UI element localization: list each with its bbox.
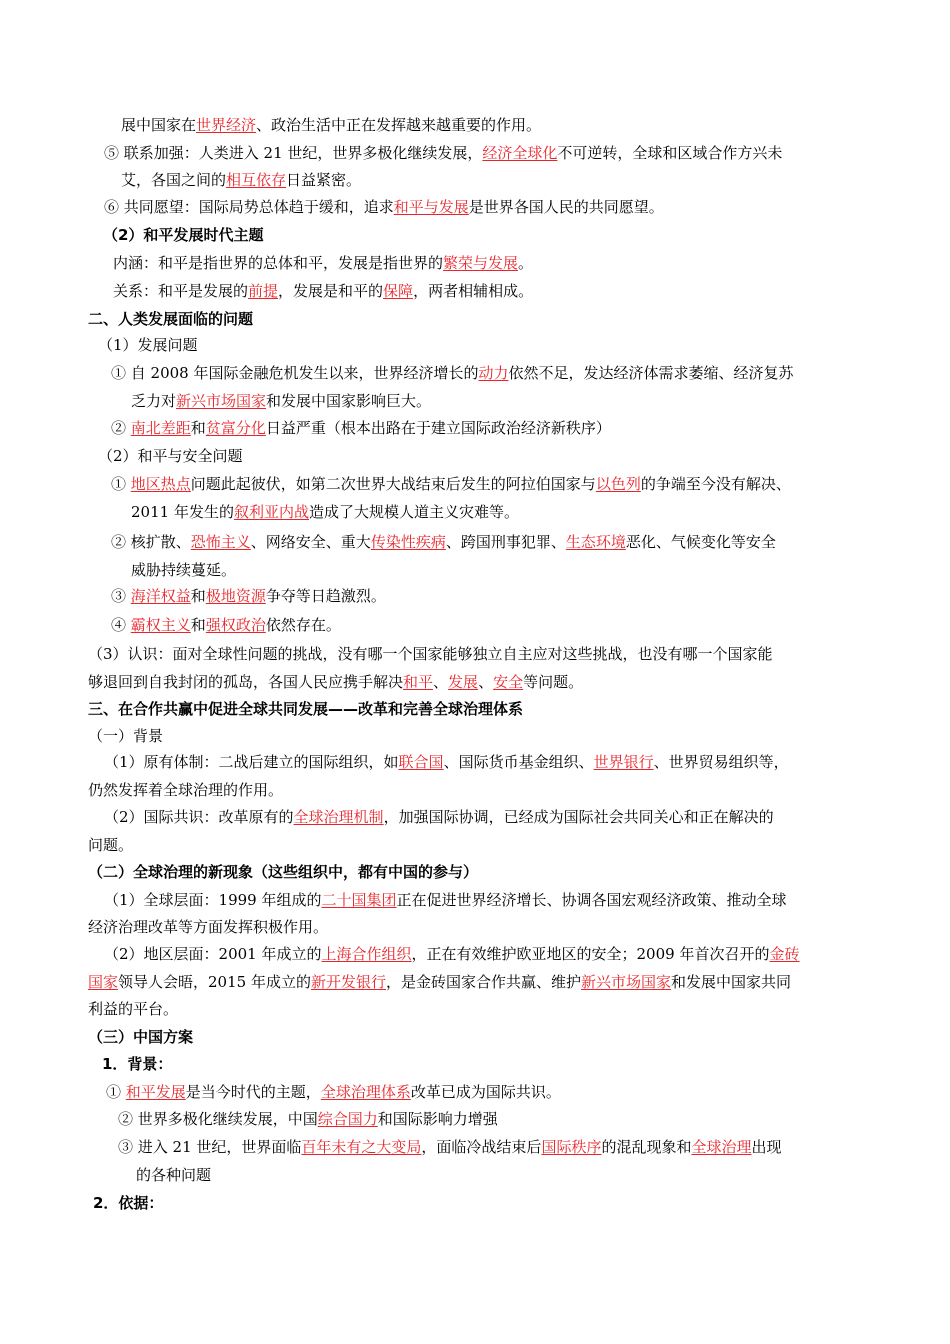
line-18: [111, 586, 386, 606]
line-text: 利益的平台。: [88, 1000, 179, 1018]
line-14: [111, 474, 791, 494]
line-39: [136, 1165, 211, 1185]
keyword: 联合国: [398, 753, 444, 771]
line-text: 问题。: [88, 836, 134, 854]
keyword: 新开发银行: [310, 973, 386, 991]
line-text: （1）全球层面：1999 年组成的: [104, 891, 322, 909]
line-text: 、: [433, 673, 449, 691]
keyword: 经济全球化: [482, 144, 558, 162]
keyword: 世界经济: [196, 116, 257, 134]
keyword: 和平与发展: [393, 198, 469, 216]
line-text: ② 世界多极化继续发展，中国: [118, 1110, 318, 1128]
line-text: ，发展是和平的: [278, 282, 384, 300]
line-30: [88, 917, 328, 937]
line-text: 依然不足，发达经济体需求萎缩、经济复苏: [508, 364, 794, 382]
line-text: 恶化、气候变化等安全: [625, 533, 776, 551]
line-text: ④: [111, 616, 131, 634]
keyword: 繁荣与发展: [443, 254, 519, 272]
heading-section-2: [88, 309, 253, 329]
line-2: [104, 143, 782, 163]
keyword: 以色列: [595, 475, 641, 493]
keyword: 安全: [493, 673, 524, 691]
keyword: 贫富分化: [205, 419, 266, 437]
keyword: 南北差距: [130, 419, 191, 437]
line-text: 、网络安全、重大: [250, 533, 371, 551]
line-text: 仍然发挥着全球治理的作用。: [88, 781, 284, 799]
line-13: [98, 446, 243, 466]
line-text: （3）认识：面对全球性问题的挑战，没有哪一个国家能够独立自主应对这些挑战，也没有哪一个国家能: [88, 645, 773, 663]
line-text: 问题此起彼伏，如第二次世界大战结束后发生的阿拉伯国家与: [190, 475, 596, 493]
line-29: [104, 890, 787, 910]
line-1: [121, 115, 541, 135]
keyword: 金砖: [769, 945, 800, 963]
keyword: 和平发展: [125, 1083, 186, 1101]
line-19: [111, 615, 341, 635]
line-6: [113, 253, 533, 273]
line-3: [121, 170, 361, 190]
keyword: 上海合作组织: [321, 945, 412, 963]
line-32: [88, 972, 791, 992]
heading-background: [102, 1054, 172, 1074]
keyword: 保障: [383, 282, 414, 300]
keyword: 国家: [88, 973, 119, 991]
line-text: 、跨国刑事犯罪、: [445, 533, 566, 551]
line-text: 1．背景：: [102, 1055, 173, 1073]
line-23: [88, 726, 163, 746]
line-11: [131, 391, 431, 411]
line-text: ③: [111, 587, 131, 605]
line-text: 艾，各国之间的: [121, 171, 227, 189]
line-33: [88, 999, 178, 1019]
line-15: [131, 502, 519, 522]
heading-global-governance-new-phenomena: [88, 862, 478, 882]
line-text: （一）背景: [88, 727, 164, 745]
keyword: 全球治理: [691, 1138, 752, 1156]
keyword: 海洋权益: [130, 587, 191, 605]
keyword: 相互依存: [226, 171, 287, 189]
line-text: ①: [106, 1083, 126, 1101]
line-text: 正在促进世界经济增长、协调各国宏观经济政策、推动全球: [396, 891, 787, 909]
line-text: 改革已成为国际共识。: [410, 1083, 561, 1101]
line-text: 乏力对: [131, 392, 177, 410]
heading-basis: [93, 1193, 163, 1213]
heading-peace-development-theme: [103, 225, 263, 245]
line-text: 三、在合作共赢中促进全球共同发展——改革和完善全球治理体系: [88, 700, 524, 718]
line-text: 和发展中国家影响巨大。: [266, 392, 432, 410]
line-text: 够退回到自我封闭的孤岛，各国人民应携手解决: [88, 673, 404, 691]
keyword: 前提: [248, 282, 279, 300]
line-20: [88, 644, 773, 664]
line-text: ，面临冷战结束后: [421, 1138, 542, 1156]
line-text: 经济治理改革等方面发挥积极作用。: [88, 918, 329, 936]
keyword: 全球治理机制: [293, 808, 384, 826]
line-10: [111, 363, 794, 383]
line-text: 和国际影响力增强: [377, 1110, 498, 1128]
keyword: 全球治理体系: [320, 1083, 411, 1101]
line-text: 内涵：和平是指世界的总体和平，发展是指世界的: [113, 254, 444, 272]
line-27: [88, 835, 133, 855]
keyword: 地区热点: [130, 475, 191, 493]
line-36: [106, 1082, 561, 1102]
line-text: ③ 进入 21 世纪，世界面临: [118, 1138, 302, 1156]
line-text: 造成了大规模人道主义灾难等。: [308, 503, 519, 521]
keyword: 动力: [478, 364, 509, 382]
line-text: 2011 年发生的: [131, 503, 234, 521]
line-text: ，两者相辅相成。: [413, 282, 534, 300]
line-text: 争夺等日趋激烈。: [265, 587, 386, 605]
line-31: [104, 944, 799, 964]
line-text: 2．依据：: [93, 1194, 164, 1212]
keyword: 生态环境: [565, 533, 626, 551]
keyword: 发展: [448, 673, 479, 691]
line-text: 二、人类发展面临的问题: [88, 310, 254, 328]
line-7: [113, 281, 533, 301]
line-text: 和: [190, 616, 206, 634]
line-text: 的混乱现象和: [601, 1138, 692, 1156]
line-text: 和: [190, 419, 206, 437]
keyword: 世界银行: [593, 753, 654, 771]
line-text: ⑤ 联系加强：人类进入 21 世纪，世界多极化继续发展，: [104, 144, 483, 162]
line-16: [111, 532, 776, 552]
line-text: 、: [478, 673, 494, 691]
line-text: 和: [190, 587, 206, 605]
keyword: 新兴市场国家: [176, 392, 267, 410]
line-text: ①: [111, 475, 131, 493]
line-text: 领导人会晤，2015 年成立的: [118, 973, 311, 991]
line-text: 的各种问题: [136, 1166, 212, 1184]
line-text: 、国际货币基金组织、: [443, 753, 594, 771]
keyword: 二十国集团: [321, 891, 397, 909]
line-text: ⑥ 共同愿望：国际局势总体趋于缓和，追求: [104, 198, 394, 216]
line-text: ，正在有效维护欧亚地区的安全；2009 年首次召开的: [411, 945, 770, 963]
line-text: （2）国际共识：改革原有的: [104, 808, 294, 826]
line-37: [118, 1109, 498, 1129]
line-text: （2）和平与安全问题: [98, 447, 243, 465]
line-text: （2）地区层面：2001 年成立的: [104, 945, 322, 963]
line-text: 、政治生活中正在发挥越来越重要的作用。: [256, 116, 542, 134]
keyword: 霸权主义: [130, 616, 191, 634]
keyword: 国际秩序: [541, 1138, 602, 1156]
line-text: 、世界贸易组织等，: [653, 753, 789, 771]
line-text: 日益严重（根本出路在于建立国际政治经济新秩序）: [265, 419, 611, 437]
keyword: 传染性疾病: [370, 533, 446, 551]
line-text: 等问题。: [523, 673, 584, 691]
keyword: 极地资源: [205, 587, 266, 605]
line-text: ，加强国际协调，已经成为国际社会共同关心和正在解决的: [383, 808, 774, 826]
line-text: 的争端至今没有解决、: [640, 475, 791, 493]
keyword: 强权政治: [205, 616, 266, 634]
keyword: 叙利亚内战: [233, 503, 309, 521]
line-17: [131, 560, 236, 580]
line-text: 依然存在。: [265, 616, 341, 634]
line-text: （三）中国方案: [88, 1028, 194, 1046]
line-text: 威胁持续蔓延。: [131, 561, 237, 579]
line-text: （1）发展问题: [98, 336, 198, 354]
line-text: 是当今时代的主题，: [185, 1083, 321, 1101]
line-text: （2）和平发展时代主题: [103, 226, 264, 244]
line-text: 出现: [751, 1138, 782, 1156]
line-9: [98, 335, 198, 355]
line-12: [111, 418, 611, 438]
line-text: （1）原有体制：二战后建立的国际组织，如: [104, 753, 399, 771]
keyword: 百年未有之大变局: [301, 1138, 422, 1156]
keyword: 恐怖主义: [190, 533, 251, 551]
keyword: 和平: [403, 673, 434, 691]
line-21: [88, 672, 583, 692]
line-text: ，是金砖国家合作共赢、维护: [385, 973, 581, 991]
line-text: 和发展中国家共同: [671, 973, 792, 991]
line-25: [88, 780, 283, 800]
keyword: 综合国力: [317, 1110, 378, 1128]
line-4: [104, 197, 664, 217]
line-text: 不可逆转，全球和区域合作方兴未: [557, 144, 783, 162]
line-text: 。: [518, 254, 534, 272]
heading-china-solution: [88, 1027, 193, 1047]
line-text: 展中国家在: [121, 116, 197, 134]
line-38: [118, 1137, 782, 1157]
heading-section-3: [88, 699, 523, 719]
line-24: [104, 752, 789, 772]
line-text: ② 核扩散、: [111, 533, 191, 551]
line-text: （二）全球治理的新现象（这些组织中，都有中国的参与）: [88, 863, 479, 881]
line-26: [104, 807, 774, 827]
line-text: ②: [111, 419, 131, 437]
line-text: 是世界各国人民的共同愿望。: [468, 198, 664, 216]
line-text: ① 自 2008 年国际金融危机发生以来，世界经济增长的: [111, 364, 479, 382]
line-text: 日益紧密。: [286, 171, 362, 189]
line-text: 关系：和平是发展的: [113, 282, 249, 300]
keyword: 新兴市场国家: [581, 973, 672, 991]
